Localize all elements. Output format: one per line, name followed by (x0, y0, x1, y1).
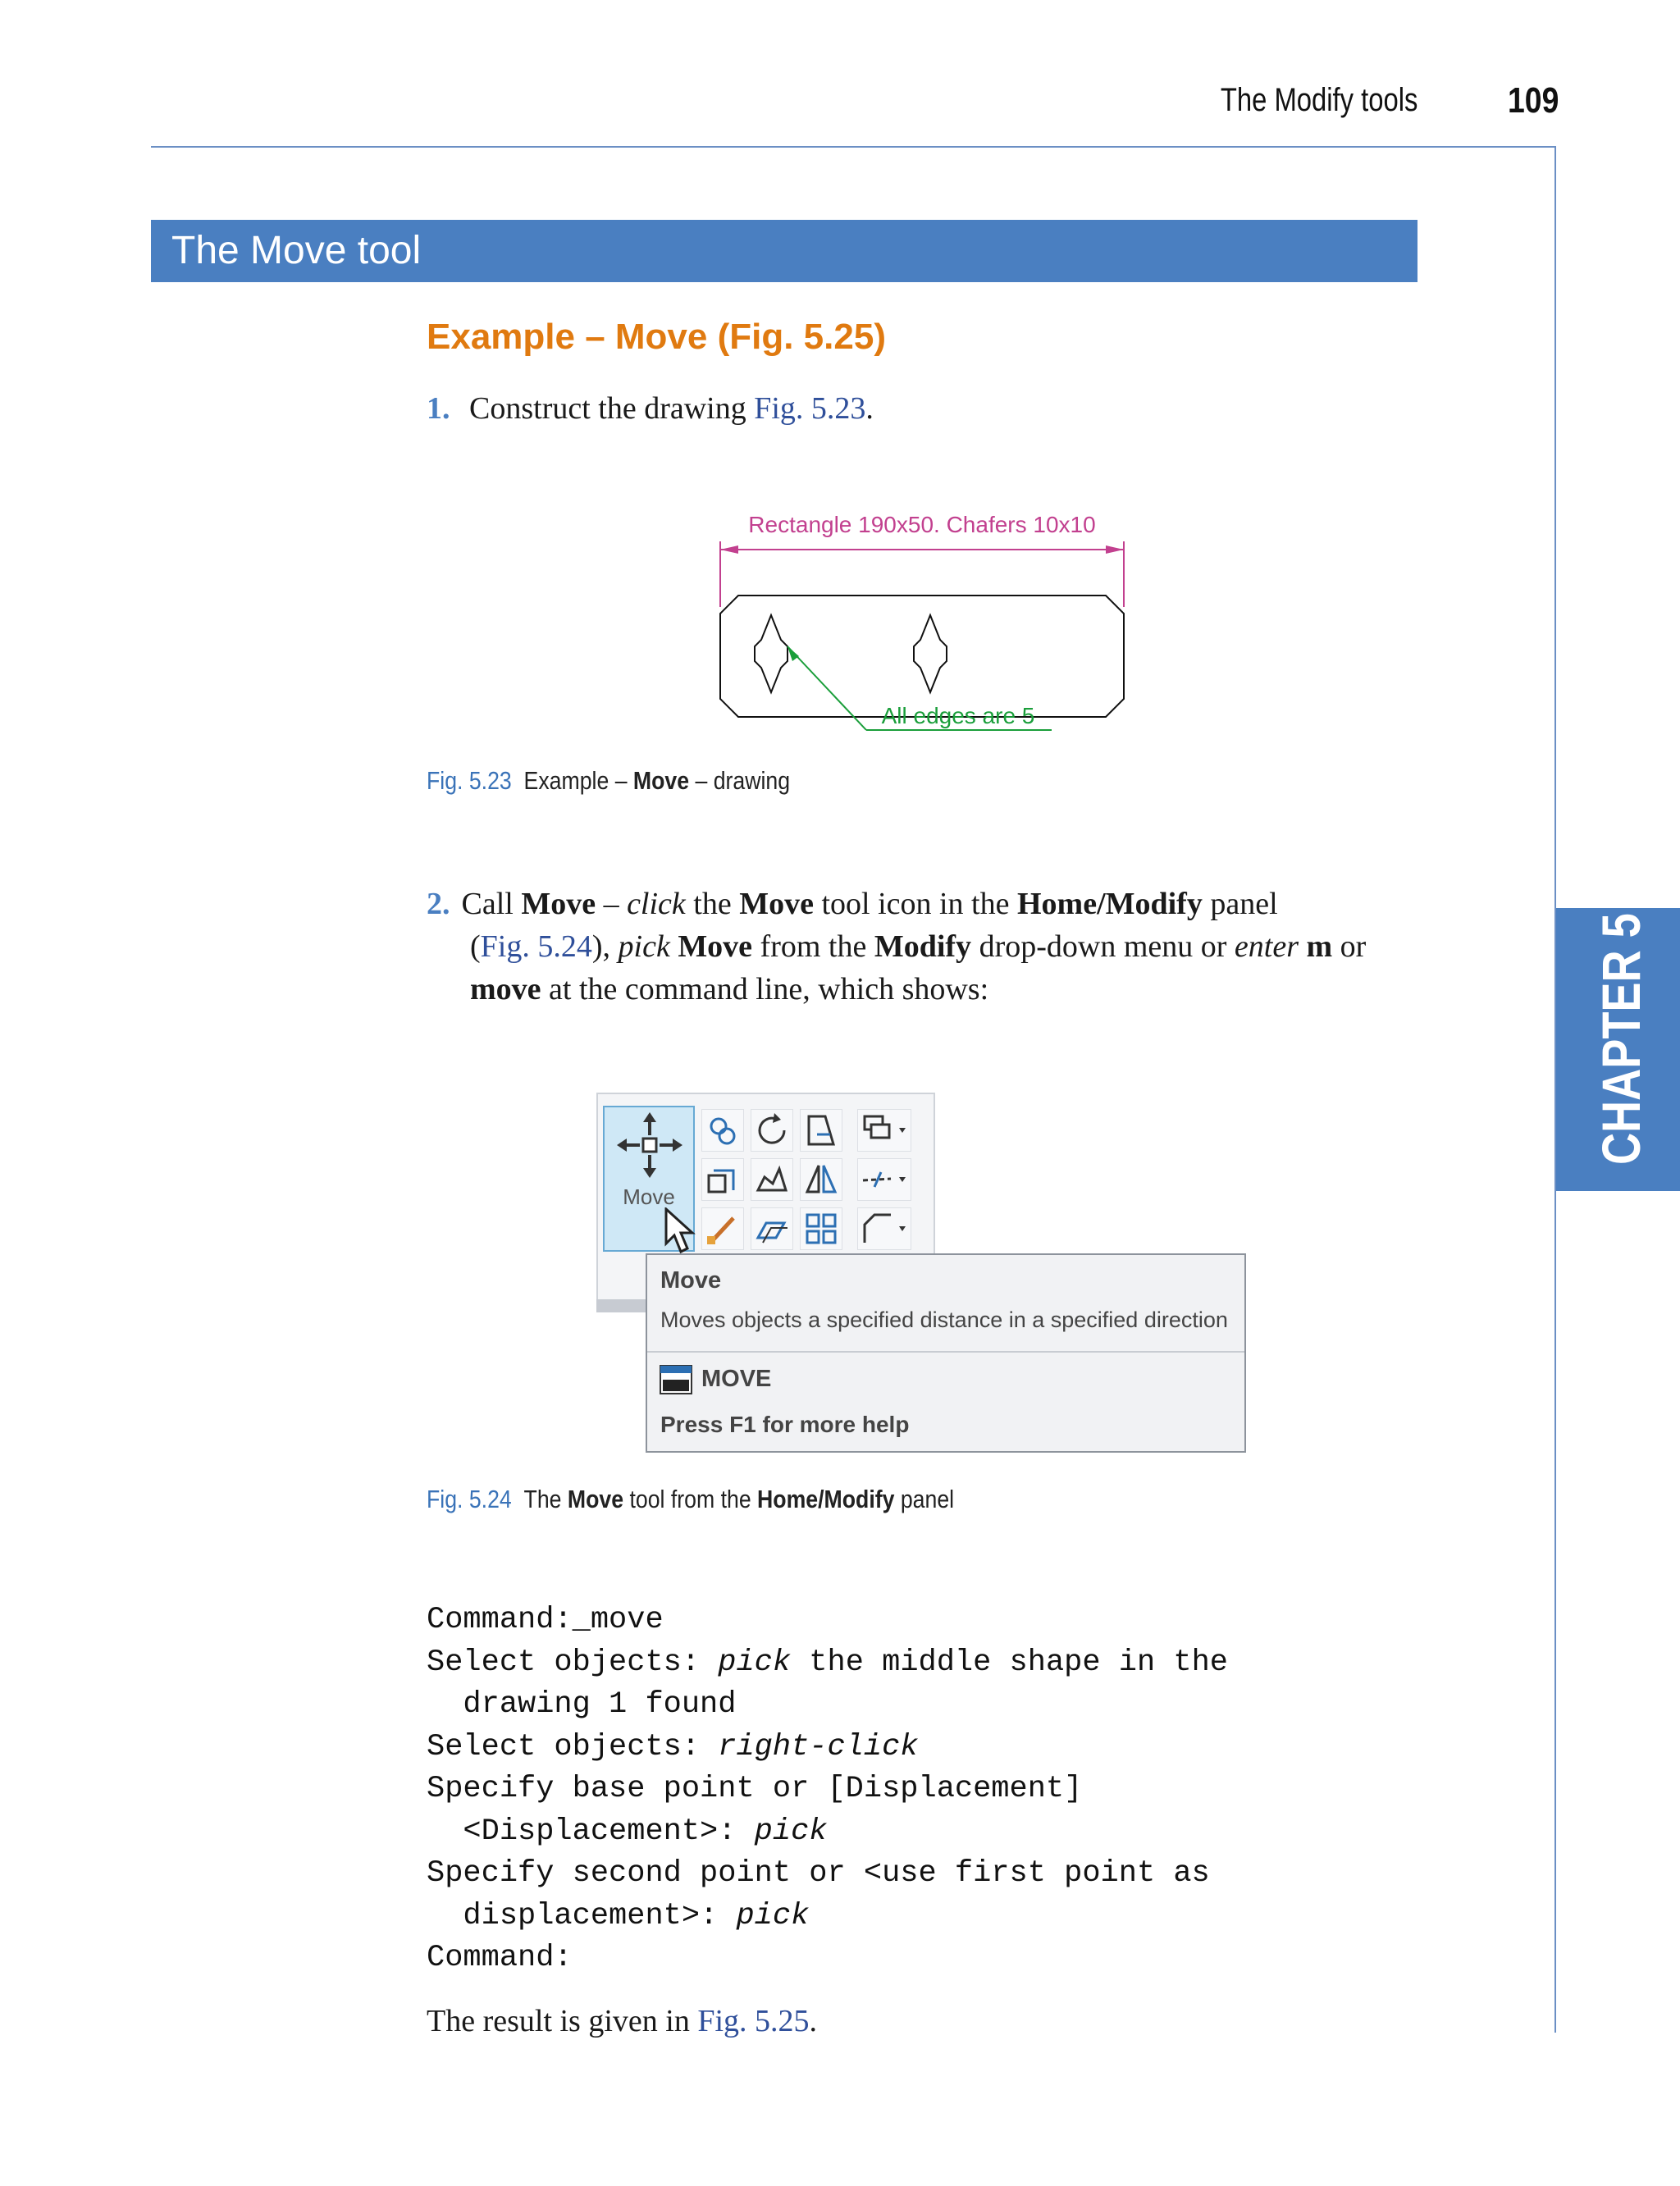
mirror-tool-icon[interactable] (800, 1158, 842, 1201)
command-line: drawing 1 found (427, 1687, 737, 1722)
tooltip-title: Move (660, 1267, 722, 1294)
caption-number: Fig. 5.24 (427, 1485, 512, 1513)
text: from the (752, 929, 874, 964)
command-line-icon (660, 1365, 692, 1394)
middle-shape-right (914, 615, 947, 692)
chamfered-rectangle (720, 596, 1124, 717)
caption-number: Fig. 5.23 (427, 766, 512, 795)
dimension-arrow (720, 545, 738, 554)
move-button-label: Move (623, 1184, 675, 1209)
step-2-line-1 (427, 883, 1278, 925)
command-line (427, 1642, 1228, 1685)
command-line: Command: (427, 1941, 573, 1975)
text: drop-down menu or (971, 929, 1235, 964)
figure-link[interactable]: Fig. 5.23 (754, 391, 866, 426)
chapter-tab-label: CHAPTER 5 (1591, 913, 1651, 1165)
command-italic: pick (736, 1898, 810, 1933)
running-title: The Modify tools (1220, 82, 1418, 118)
step-2-line-3 (470, 968, 988, 1011)
command-listing (427, 1600, 1228, 1980)
command-text: <Displacement>: (427, 1814, 755, 1849)
command-line (427, 1811, 1228, 1854)
text-bold: move (470, 972, 541, 1006)
command-line (427, 1896, 1228, 1938)
edges-label: All edges are 5 (881, 703, 1035, 728)
text-italic: click (627, 887, 686, 921)
middle-shape-left (755, 615, 788, 692)
array-dropdown-icon[interactable] (857, 1109, 911, 1152)
caption-text: The (523, 1485, 568, 1513)
text: tool icon in the (813, 887, 1017, 921)
figure-link[interactable]: Fig. 5.24 (480, 929, 592, 964)
figure-5-23-caption (427, 766, 790, 796)
step-2-line-2 (470, 925, 1366, 968)
command-text: Select objects: (427, 1729, 719, 1764)
text-bold: Move (678, 929, 753, 964)
text: the (685, 887, 740, 921)
command-line (427, 1727, 1228, 1769)
copy-tool-icon[interactable] (701, 1109, 744, 1152)
text-italic: pick (618, 929, 670, 964)
step-number: 1. (427, 391, 450, 426)
caption-text: Example – (523, 766, 633, 795)
step-text: Construct the drawing (469, 391, 755, 426)
tooltip-description: Moves objects a specified distance in a specified direction (660, 1307, 1228, 1332)
offset-tool-icon[interactable] (751, 1207, 793, 1250)
command-italic: right-click (718, 1729, 919, 1764)
text: . (809, 2004, 818, 2038)
page-number: 109 (1508, 80, 1559, 121)
text: panel (1202, 887, 1278, 921)
caption-bold: Home/Modify (757, 1485, 895, 1513)
command-text: the middle shape in the (791, 1645, 1228, 1680)
leader-arrow (788, 646, 799, 661)
header-rule (151, 146, 1556, 148)
chamfer-dropdown-icon[interactable] (857, 1207, 911, 1250)
text-bold: Home/Modify (1016, 887, 1203, 921)
fillet-brush-icon[interactable] (701, 1207, 744, 1250)
scale-tool-icon[interactable] (751, 1158, 793, 1201)
trim-tool-icon[interactable] (800, 1109, 842, 1152)
figure-5-23-drawing (705, 509, 1148, 746)
example-heading: Example – Move (Fig. 5.25) (427, 317, 886, 357)
text: – (596, 887, 628, 921)
step-number: 2. (427, 887, 450, 921)
break-dropdown-icon[interactable] (857, 1158, 911, 1201)
caption-text: panel (894, 1485, 955, 1513)
caption-text: – drawing (689, 766, 791, 795)
figure-5-24-caption (427, 1485, 954, 1514)
stretch-tool-icon[interactable] (701, 1158, 744, 1201)
rotate-tool-icon[interactable] (751, 1109, 793, 1152)
section-title: The Move tool (171, 229, 422, 272)
caption-bold: Move (632, 766, 690, 795)
dimension-arrow (1106, 545, 1124, 554)
rectangular-array-icon[interactable] (800, 1207, 842, 1250)
text-bold: Move (739, 887, 814, 921)
caption-bold: Move (567, 1485, 624, 1513)
command-line: Specify second point or <use first point as (427, 1856, 1210, 1891)
tooltip-command: MOVE (701, 1366, 772, 1392)
cursor-arrow-icon (664, 1207, 696, 1255)
text: ), (591, 929, 619, 964)
move-arrows-icon (617, 1112, 682, 1178)
text: at the command line, which shows: (541, 972, 989, 1006)
command-text: Select objects: (427, 1645, 719, 1680)
tooltip-help: Press F1 for more help (660, 1412, 910, 1437)
command-text: displacement>: (427, 1898, 737, 1933)
result-sentence (427, 2000, 817, 2042)
command-line: Command:_move (427, 1603, 664, 1637)
text (670, 929, 678, 964)
command-italic: pick (718, 1645, 792, 1680)
text-bold: Modify (874, 929, 972, 964)
text-bold: m (1306, 929, 1333, 964)
tooltip-separator (647, 1351, 1244, 1353)
text-italic: enter (1234, 929, 1299, 964)
text: Call (461, 887, 522, 921)
caption-text: tool from the (623, 1485, 758, 1513)
step-text: . (865, 391, 874, 426)
text: or (1332, 929, 1367, 964)
step-1 (427, 387, 874, 430)
command-line: Specify base point or [Displacement] (427, 1772, 1083, 1806)
text: ( (470, 929, 481, 964)
figure-link[interactable]: Fig. 5.25 (697, 2004, 810, 2038)
command-italic: pick (754, 1814, 828, 1849)
text: The result is given in (427, 2004, 698, 2038)
text-bold: Move (521, 887, 596, 921)
panel-footer (596, 1299, 646, 1312)
dimension-label: Rectangle 190x50. Chafers 10x10 (748, 512, 1096, 537)
